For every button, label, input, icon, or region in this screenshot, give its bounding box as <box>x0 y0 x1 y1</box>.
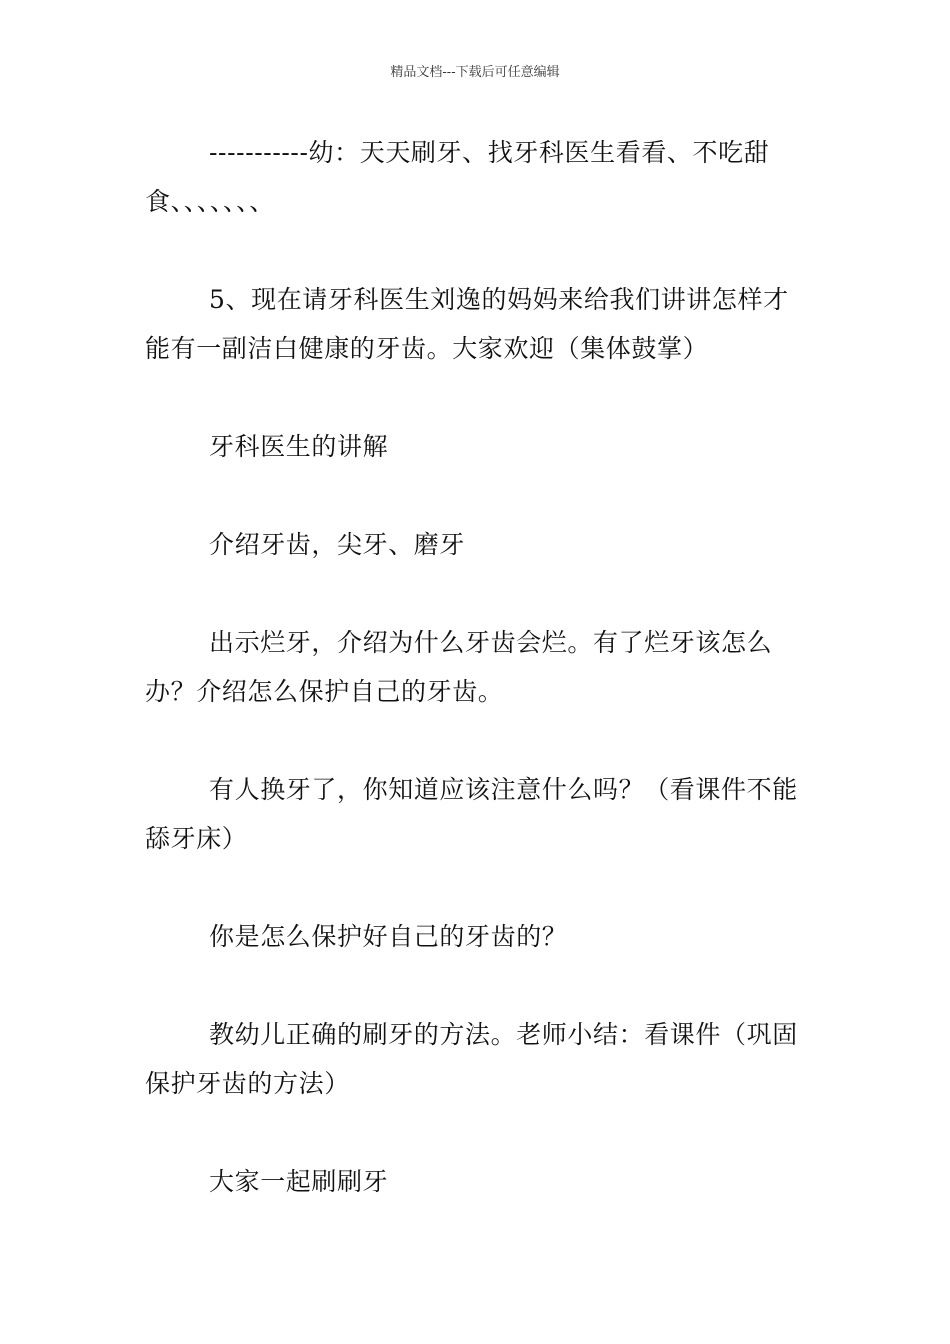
paragraph-brush-together: 大家一起刷刷牙 <box>209 1167 389 1196</box>
paragraph-teeth-types: 介绍牙齿，尖牙、磨牙 <box>209 530 466 559</box>
paragraph-dentist-lecture: 牙科医生的讲解 <box>209 432 389 461</box>
document-body <box>145 128 810 1206</box>
paragraph-gap <box>145 961 810 1010</box>
paragraph-decayed-teeth: 出示烂牙，介绍为什么牙齿会烂。有了烂牙该怎么办？介绍怎么保护自己的牙齿。 <box>145 628 773 706</box>
paragraph-dentist-intro: 5、现在请牙科医生刘逸的妈妈来给我们讲讲怎样才能有一副洁白健康的牙齿。大家欢迎（集体鼓掌） <box>145 285 789 363</box>
paragraph-protect-question: 你是怎么保护好自己的牙齿的？ <box>209 922 568 951</box>
paragraph-gap <box>145 569 810 618</box>
paragraph-answer: -----------幼：天天刷牙、找牙科医生看看、不吃甜食、、、、、、、 <box>145 138 770 216</box>
paragraph-changing-teeth: 有人换牙了，你知道应该注意什么吗？（看课件不能舔牙床） <box>145 775 798 853</box>
paragraph-gap <box>145 863 810 912</box>
paragraph-gap <box>145 373 810 422</box>
paragraph-brushing-method: 教幼儿正确的刷牙的方法。老师小结：看课件（巩固保护牙齿的方法） <box>145 1020 798 1098</box>
paragraph-gap <box>145 716 810 765</box>
paragraph-gap <box>145 226 810 275</box>
page-header: 精品文档---下载后可任意编辑 <box>390 65 560 80</box>
paragraph-gap <box>145 1108 810 1157</box>
paragraph-gap <box>145 471 810 520</box>
